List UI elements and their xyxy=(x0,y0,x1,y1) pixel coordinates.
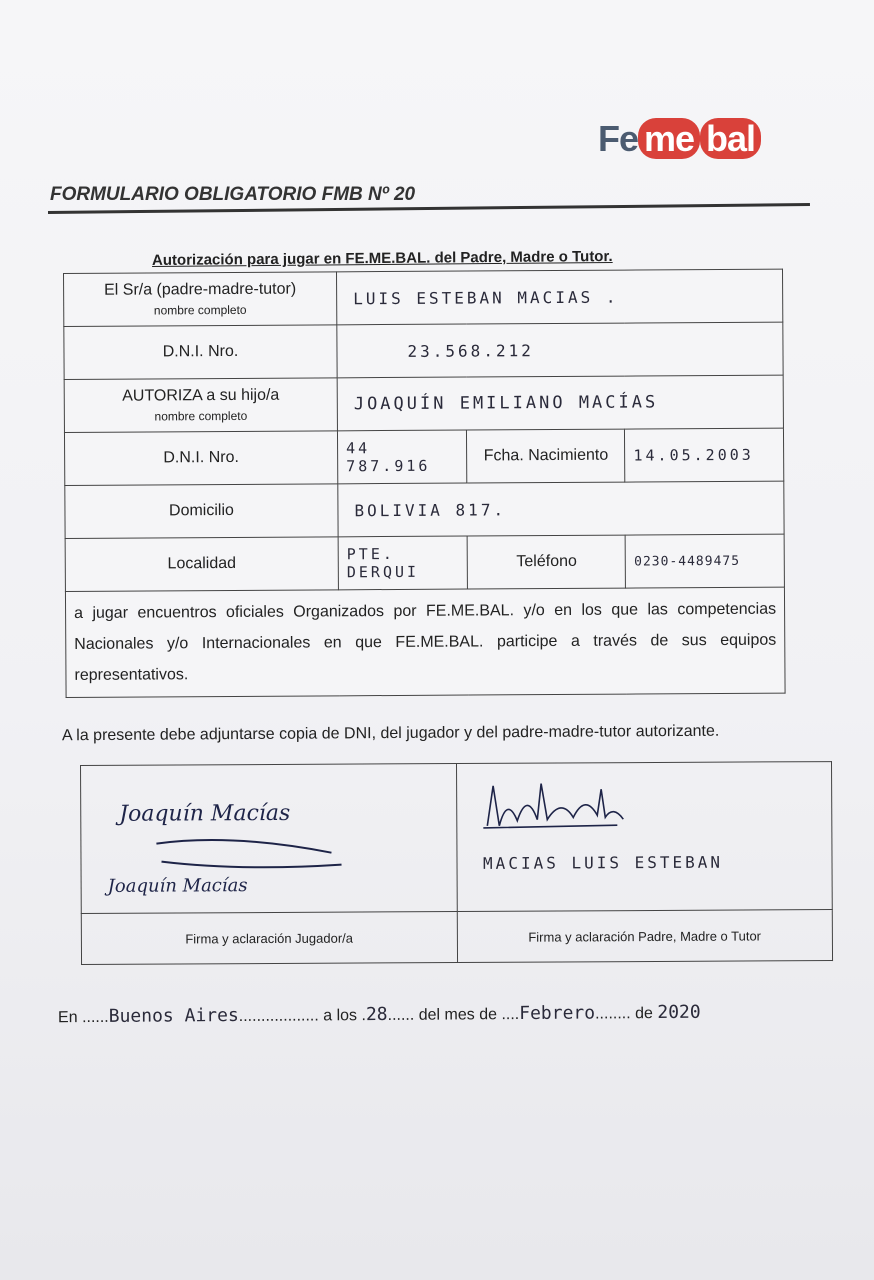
parent-clarification: MACIAS LUIS ESTEBAN xyxy=(482,852,724,873)
parent-label: El Sr/a (padre-madre-tutor) xyxy=(104,280,297,299)
attachment-note: A la presente debe adjuntarse copia de DNI, del jugador y del padre-madre-tutor autorizante. xyxy=(61,722,720,745)
locality-field[interactable]: PTE. DERQUI xyxy=(338,536,468,590)
city-field[interactable]: Buenos Aires xyxy=(108,1004,239,1027)
signature-table xyxy=(80,761,833,965)
player-signature-box[interactable] xyxy=(81,764,457,914)
child-name-field[interactable]: JOAQUÍN EMILIANO MACÍAS xyxy=(337,375,783,431)
child-dni-field[interactable]: 44 787.916 xyxy=(337,430,467,484)
parent-signature-scribble-icon xyxy=(477,775,627,836)
parent-signature-box[interactable] xyxy=(456,762,832,912)
parent-dni-field[interactable]: 23.568.212 xyxy=(337,322,783,378)
authorization-paragraph: a jugar encuentros oficiales Organizados por FE.ME.BAL. y/o en los que las competencias Nacionales y/o Internacionales en que FE.ME.BAL. participe a través de sus equipos representativos. xyxy=(65,587,785,697)
form-subtitle: Autorización para jugar en FE.ME.BAL. del Padre, Madre o Tutor. xyxy=(151,247,613,270)
child-sublabel: nombre completo xyxy=(154,408,248,424)
parent-name-field[interactable]: LUIS ESTEBAN MACIAS . xyxy=(336,269,782,325)
birth-date-field[interactable]: 14.05.2003 xyxy=(625,428,784,482)
de-label: de xyxy=(635,1005,653,1023)
en-label: En xyxy=(57,1009,78,1027)
parent-label-cell xyxy=(64,272,337,327)
player-signature: Joaquín Macías xyxy=(119,800,291,827)
address-field[interactable]: BOLIVIA 817. xyxy=(338,481,784,537)
day-field[interactable]: 28 xyxy=(365,1003,388,1026)
signature-stroke-icon xyxy=(151,831,351,872)
address-label: Domicilio xyxy=(65,484,338,539)
femebal-logo: Fe me bal xyxy=(598,118,761,160)
mes-label: del mes de xyxy=(418,1006,498,1024)
date-place-line: En ......Buenos Aires.................. a los .28...... del mes de ....Febrero........ de 2020 xyxy=(57,1001,701,1027)
parent-sublabel: nombre completo xyxy=(153,302,247,318)
locality-label: Localidad xyxy=(65,537,338,592)
parent-dni-label: D.N.I. Nro. xyxy=(64,325,337,380)
parent-signature-caption: Firma y aclaración Padre, Madre o Tutor xyxy=(457,910,833,963)
a-los-label: a los xyxy=(323,1007,358,1025)
player-signature-caption: Firma y aclaración Jugador/a xyxy=(81,912,457,965)
authorization-table xyxy=(63,269,786,698)
month-field[interactable]: Febrero xyxy=(519,1002,596,1025)
child-label: AUTORIZA a su hijo/a xyxy=(122,386,280,405)
year-field[interactable]: 2020 xyxy=(657,1001,701,1024)
phone-label: Teléfono xyxy=(467,535,625,589)
phone-field[interactable]: 0230-4489475 xyxy=(625,534,784,588)
birth-date-label: Fcha. Nacimiento xyxy=(467,429,625,483)
player-clarification: Joaquín Macías xyxy=(107,875,248,897)
child-dni-label: D.N.I. Nro. xyxy=(64,431,337,486)
child-label-cell xyxy=(64,378,337,433)
form-title: FORMULARIO OBLIGATORIO FMB Nº 20 xyxy=(50,184,416,205)
